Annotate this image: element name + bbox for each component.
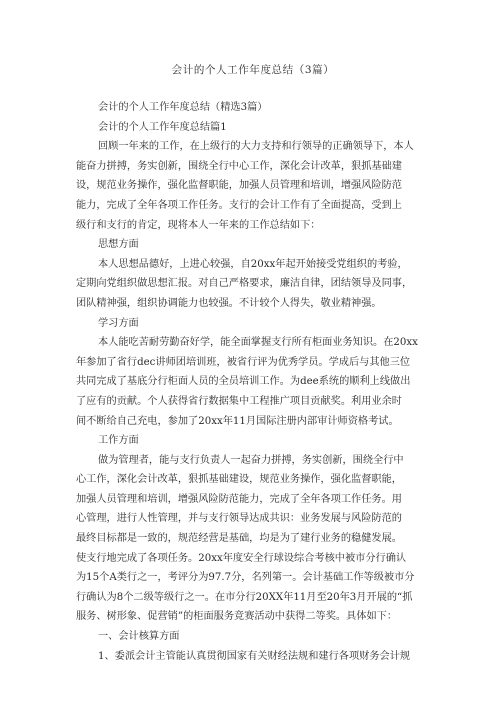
paragraph-line: 行确认为8个二级等级行之一。在市分行20XX年11月至20年3月开展的“抓 [76, 591, 413, 603]
paragraph-line: 1、委派会计主管能认真贯彻国家有关财经法规和建行各项财务会计规 [98, 650, 411, 662]
section-heading: 工作方面 [98, 435, 139, 447]
paragraph-line: 共同完成了基底分行柜面人员的全员培训工作。为dee系统的顺利上线做出 [76, 376, 411, 388]
paragraph-line: 使支行地完成了各项任务。20xx年度安全行球设综合考核中被市分行确认 [76, 552, 407, 564]
document-title: 会计的个人工作年度总结（3篇） [171, 64, 335, 76]
paragraph-line: 能奋力拼搏，务实创新，围绕全行中心工作，深化会计改革，狠抓基础建 [76, 160, 402, 172]
paragraph-line: 心工作，深化会计改革，狠抓基础建设，规范业务操作，强化监督职能， [76, 474, 402, 486]
paragraph-line: 了应有的贡献。个人获得省行数据集中工程推广项目贡献奖。利用业余时 [76, 395, 402, 407]
section-heading: 会计的个人工作年度总结（精选3篇） [98, 102, 268, 113]
paragraph-line: 最终目标都是一致的，规范经营是基础，均是为了建行业务的稳健发展。 [76, 533, 402, 545]
paragraph-line: 团队精神强，组织协调能力也较强。不计较个人得失，敬业精神强。 [76, 297, 382, 309]
paragraph-line: 回顾一年来的工作，在上级行的大力支持和行领导的正确领导下，本人 [98, 141, 414, 153]
section-heading: 一、会计核算方面 [98, 631, 180, 643]
paragraph-line: 设，规范业务操作，强化监督职能，加强人员管理和培训，增强风险防范 [76, 180, 402, 192]
paragraph-line: 定期向党组织做思想汇报。对自己严格要求，廉洁自律，团结领导及同事， [76, 278, 413, 290]
section-heading: 会计的个人工作年度总结篇1 [98, 121, 227, 133]
paragraph-line: 加强人员管理和培训，增强风险防范能力，完成了全年各项工作任务。用 [76, 493, 402, 505]
paragraph-line: 为15个A类行之一，考评分为97.7分，名列第一。会计基础工作等级被市分 [76, 572, 415, 584]
paragraph-line: 间不断给自己充电，参加了20xx年11月国际注册内部审计师资格考试。 [76, 415, 399, 427]
paragraph-line: 本人思想品德好，上进心较强，自20xx年起开始接受党组织的考验， [98, 258, 408, 270]
section-heading: 学习方面 [98, 317, 139, 329]
section-heading: 思想方面 [98, 239, 139, 251]
paragraph-line: 心管理，进行人性管理，并与支行领导达成共识：业务发展与风险防范的 [76, 513, 402, 525]
document-body [76, 98, 430, 666]
paragraph-line: 能力，完成了全年各项工作任务。支行的会计工作有了全面提高，受到上 [76, 199, 402, 211]
paragraph-line: 年参加了省行dec讲师团培训班，被省行评为优秀学员。学成后与其他三位 [76, 356, 411, 368]
paragraph-line: 服务、树形象、促营销”的柜面服务竞赛活动中获得二等奖。具体如下： [76, 611, 398, 623]
paragraph-line: 做为管理者，能与支行负责人一起奋力拼搏，务实创新，围绕全行中 [98, 454, 404, 466]
paragraph-line: 级行和支行的肯定，现将本人一年来的工作总结如下： [76, 219, 321, 231]
paragraph-line: 本人能吃苦耐劳勤奋好学，能全面掌握支行所有柜面业务知识。在20xx [98, 337, 418, 349]
